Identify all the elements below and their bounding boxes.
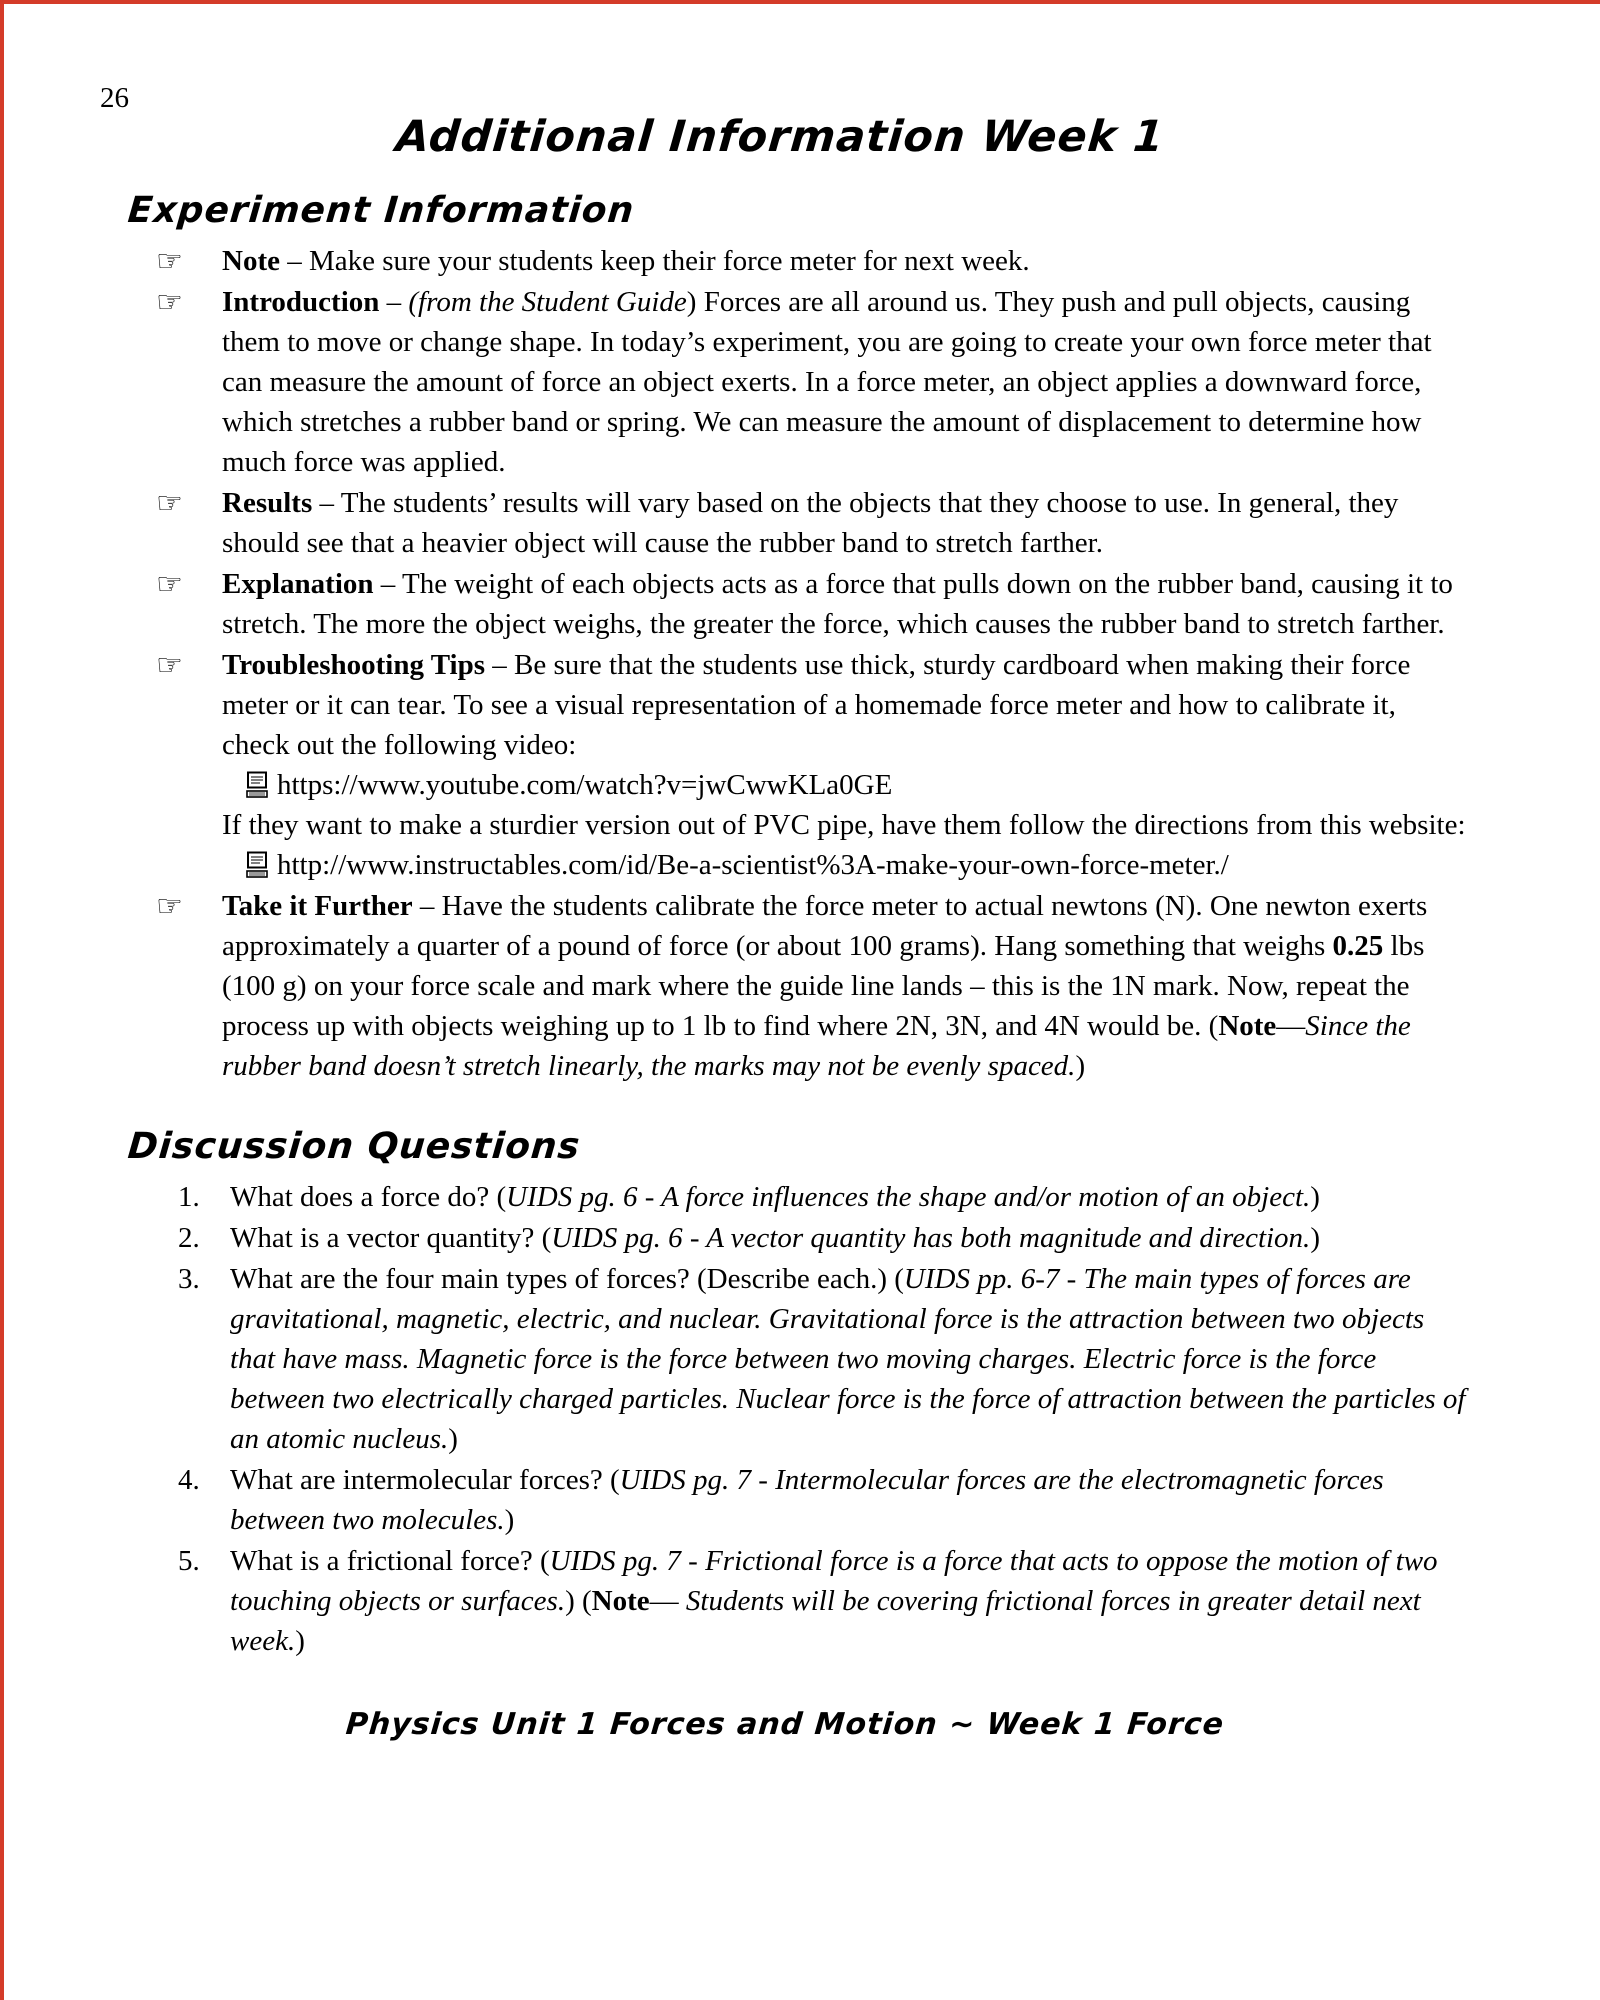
- item-text: What does a force do? (UIDS pg. 6 - A force influences the shape and/or motion of an object.): [230, 1180, 1320, 1213]
- item-text: Introduction – (from the Student Guide) Forces are all around us. They push and pull objects, causing them to move or change shape. In today’s experiment, you are going to create your own force meter that can measure the amount of force an object exerts. In a force meter, an object applies a downward force, which stretches a rubber band or spring. We can measure the amount of displacement to determine how much force was applied.: [222, 285, 1432, 478]
- resource-link-line: [246, 765, 1470, 805]
- discussion-item: [100, 1460, 1470, 1540]
- discussion-item: [100, 1259, 1470, 1459]
- page-title: Additional Information Week 1: [393, 112, 1167, 162]
- item-text: What are the four main types of forces? (Describe each.) (UIDS pp. 6-7 - The main types of forces are gravitational, magnetic, electric, and nuclear. Gravitational force is the attraction between two objects that have mass. Magnetic force is the force between two moving charges. Electric force is the force between two electrically charged particles. Nuclear force is the force of attraction between the particles of an atomic nucleus.): [230, 1262, 1466, 1455]
- pointing-hand-icon: ☞: [156, 243, 183, 279]
- discussion-questions-list: [100, 1177, 1470, 1661]
- experiment-info-list: [100, 241, 1470, 1086]
- item-text: What is a frictional force? (UIDS pg. 7 - Frictional force is a force that acts to oppose the motion of two touching objects or surfaces.) (Note— Students will be covering frictional forces in greater detail next week.): [230, 1544, 1438, 1657]
- item-text: Explanation – The weight of each objects acts as a force that pulls down on the rubber band, causing it to stretch. The more the object weighs, the greater the force, which causes the rubber band to stretch farther.: [222, 567, 1453, 640]
- url-text[interactable]: http://www.instructables.com/id/Be-a-scientist%3A-make-your-own-force-meter./: [277, 848, 1229, 881]
- item-number: 4.: [178, 1463, 200, 1496]
- section-experiment-information: [100, 188, 1470, 1086]
- experiment-item: [100, 282, 1470, 482]
- page-number: 26: [100, 82, 129, 114]
- item-number: 1.: [178, 1180, 200, 1213]
- item-number: 2.: [178, 1221, 200, 1254]
- pointing-hand-icon: ☞: [156, 485, 183, 521]
- item-number: 3.: [178, 1262, 200, 1295]
- computer-icon: [246, 851, 268, 878]
- experiment-item: [100, 886, 1470, 1086]
- page-border-left: [0, 0, 4, 2000]
- item-text: Troubleshooting Tips – Be sure that the students use thick, sturdy cardboard when making their force meter or it can tear. To see a visual representation of a homemade force meter and how to calibrate it, check out the following video: https://www.youtube.com/watch?v=jwCwwKLa0GE If they want to make a sturdier version out of PVC pipe, have them follow the directions from this website: http://www.instructables.com/id/Be-a-scientist%3A-make-your-own-force-meter./: [222, 645, 1470, 885]
- discussion-item: [100, 1177, 1470, 1217]
- computer-icon: [246, 771, 268, 798]
- item-text: What is a vector quantity? (UIDS pg. 6 - A vector quantity has both magnitude and direction.): [230, 1221, 1320, 1254]
- pointing-hand-icon: ☞: [156, 888, 183, 924]
- experiment-item: [100, 483, 1470, 563]
- item-number: 5.: [178, 1544, 200, 1577]
- resource-link-line: [246, 845, 1470, 885]
- section-discussion-questions: [100, 1124, 1470, 1661]
- pointing-hand-icon: ☞: [156, 284, 183, 320]
- section-heading-discussion-questions: Discussion Questions: [126, 1125, 582, 1167]
- item-text-continued: If they want to make a sturdier version out of PVC pipe, have them follow the directions from this website:: [222, 808, 1466, 841]
- pointing-hand-icon: ☞: [156, 566, 183, 602]
- discussion-item: [100, 1218, 1470, 1258]
- experiment-item: [100, 564, 1470, 644]
- pointing-hand-icon: ☞: [156, 647, 183, 683]
- experiment-item: [100, 241, 1470, 281]
- item-text: What are intermolecular forces? (UIDS pg. 7 - Intermolecular forces are the electromagnetic forces between two molecules.): [230, 1463, 1384, 1536]
- item-text: Note – Make sure your students keep their force meter for next week.: [222, 244, 1030, 277]
- section-heading-experiment-information: Experiment Information: [126, 189, 637, 231]
- url-text[interactable]: https://www.youtube.com/watch?v=jwCwwKLa0GE: [277, 768, 893, 801]
- page-footer: Physics Unit 1 Forces and Motion ~ Week 1 Force: [344, 1706, 1226, 1742]
- item-text: Take it Further – Have the students calibrate the force meter to actual newtons (N). One newton exerts approximately a quarter of a pound of force (or about 100 grams). Hang something that weighs 0.25 lbs (100 g) on your force scale and mark where the guide line lands – this is the 1N mark. Now, repeat the process up with objects weighing up to 1 lb to find where 2N, 3N, and 4N would be. (Note—Since the rubber band doesn’t stretch linearly, the marks may not be evenly spaced.): [222, 889, 1428, 1082]
- item-text: Results – The students’ results will vary based on the objects that they choose to use. In general, they should see that a heavier object will cause the rubber band to stretch farther.: [222, 486, 1399, 559]
- discussion-item: [100, 1541, 1470, 1661]
- experiment-item: [100, 645, 1470, 885]
